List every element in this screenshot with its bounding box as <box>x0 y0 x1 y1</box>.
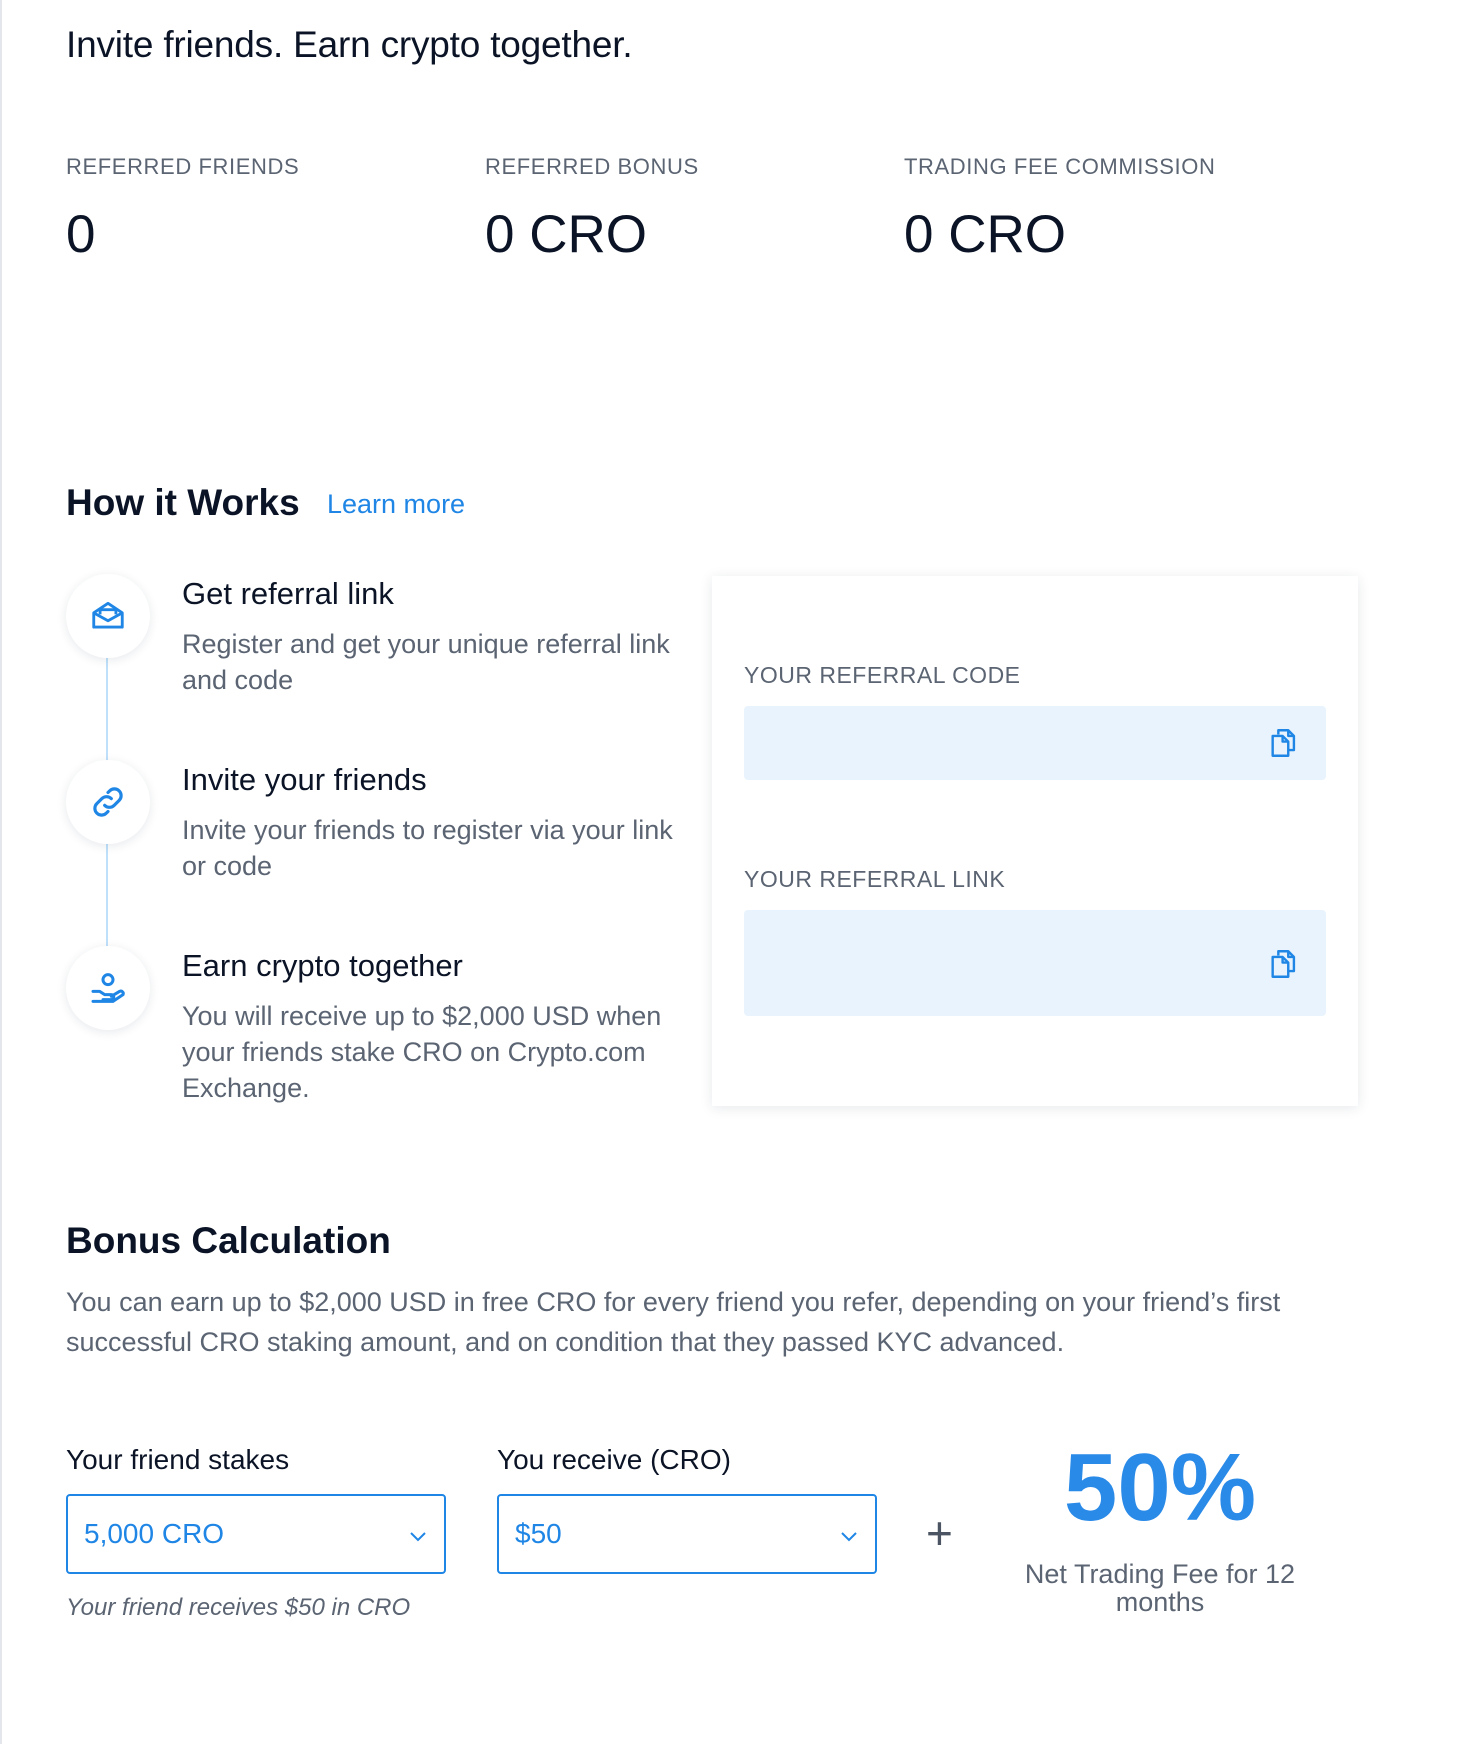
page-left-border <box>0 0 2 1744</box>
step-title: Invite your friends <box>182 762 427 797</box>
envelope-icon <box>66 574 150 658</box>
step-description: Invite your friends to register via your link or code <box>182 815 673 881</box>
referral-link-field[interactable] <box>744 910 1326 1016</box>
step-description: You will receive up to $2,000 USD when your friends stake CRO on Crypto.com Exchange. <box>182 1001 662 1103</box>
learn-more-link[interactable]: Learn more <box>327 489 466 519</box>
stat-label: REFERRED BONUS <box>485 154 699 179</box>
receive-amount-value: $50 <box>515 1518 562 1549</box>
plus-sign: + <box>926 1507 953 1559</box>
stat-trading-fee-commission <box>904 154 1216 264</box>
stake-amount-select[interactable] <box>66 1494 446 1574</box>
referral-link-label: YOUR REFERRAL LINK <box>744 866 1006 892</box>
trading-fee-description: Net Trading Fee for 12 months <box>1024 1559 1296 1617</box>
stat-referred-friends <box>66 154 300 264</box>
hand-coin-icon <box>66 946 150 1030</box>
how-it-works-title: How it Works <box>66 482 300 523</box>
stat-value: 0 CRO <box>904 205 1066 264</box>
receive-label: You receive (CRO) <box>497 1444 731 1475</box>
stat-value: 0 <box>66 205 96 264</box>
referral-code-label: YOUR REFERRAL CODE <box>744 662 1021 688</box>
stat-label: TRADING FEE COMMISSION <box>904 154 1216 179</box>
bonus-description: You can earn up to $2,000 USD in free CRO for every friend you refer, depending on your friend’s first successful CRO staking amount, and on condition that they passed KYC advanced. <box>66 1287 1281 1357</box>
copy-icon[interactable] <box>1264 944 1304 984</box>
friend-receives-note: Your friend receives $50 in CRO <box>66 1594 411 1621</box>
step-title: Earn crypto together <box>182 948 463 983</box>
referral-card <box>712 576 1358 1106</box>
link-icon <box>66 760 150 844</box>
referral-code-field[interactable] <box>744 706 1326 780</box>
stake-amount-value: 5,000 CRO <box>84 1518 225 1549</box>
step-description: Register and get your unique referral link and code <box>182 629 670 695</box>
copy-icon[interactable] <box>1264 723 1304 763</box>
step-title: Get referral link <box>182 576 394 611</box>
stat-label: REFERRED FRIENDS <box>66 154 300 179</box>
stake-label: Your friend stakes <box>66 1444 290 1475</box>
chevron-down-icon <box>406 1524 430 1548</box>
page-title: Invite friends. Earn crypto together. <box>66 24 633 65</box>
stat-value: 0 CRO <box>485 205 647 264</box>
bonus-calculation-title: Bonus Calculation <box>66 1220 391 1261</box>
trading-fee-percent: 50% <box>1063 1434 1257 1541</box>
chevron-down-icon <box>837 1524 861 1548</box>
receive-amount-select[interactable] <box>497 1494 877 1574</box>
stat-referred-bonus <box>485 154 699 264</box>
